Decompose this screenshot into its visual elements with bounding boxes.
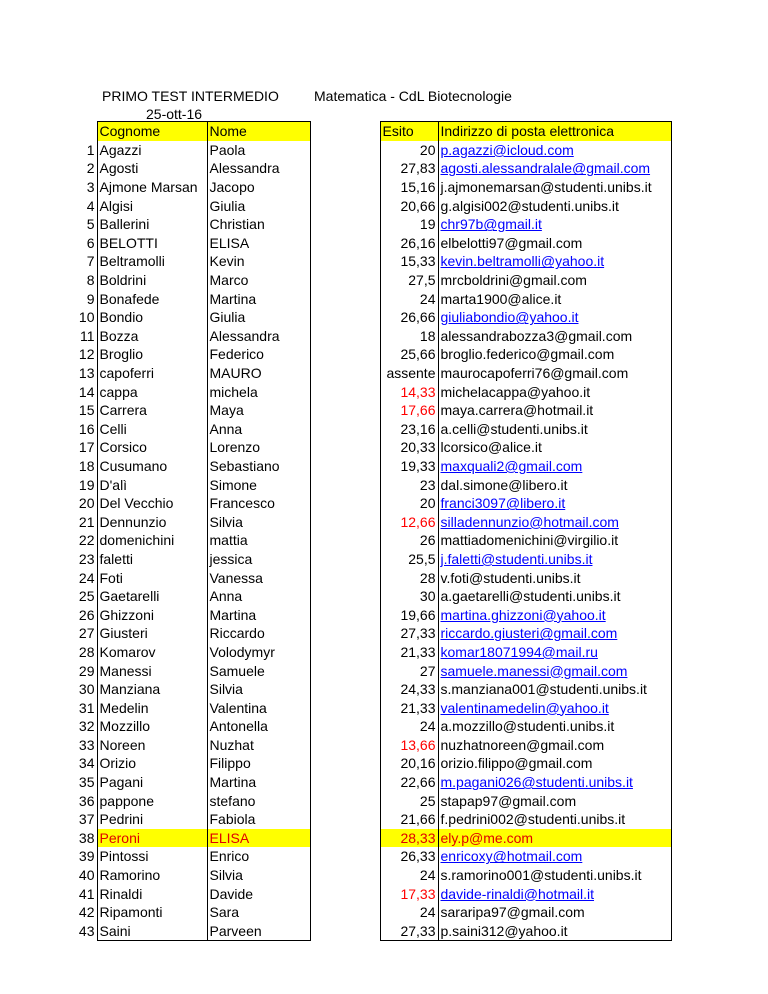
table-row [72,289,671,308]
row-number: 17 [72,438,97,457]
esito-cell: 15,16 [380,178,438,197]
row-number: 28 [72,643,97,662]
email-cell: dal.simone@libero.it [438,475,671,494]
email-cell: g.algisi002@studenti.unibs.it [438,196,671,215]
esito-cell: 26,66 [380,308,438,327]
row-number: 8 [72,271,97,290]
email-cell[interactable]: samuele.manessi@gmail.com [438,661,671,680]
email-cell[interactable]: valentinamedelin@yahoo.it [438,698,671,717]
esito-cell: 24 [380,717,438,736]
table-row [72,550,671,569]
row-number: 38 [72,829,97,848]
surname-cell: cappa [97,382,207,401]
table-row [72,159,671,178]
esito-cell: 24 [380,289,438,308]
surname-cell: Beltramolli [97,252,207,271]
name-cell: Kevin [207,252,310,271]
name-cell: Lorenzo [207,438,310,457]
email-cell: a.mozzillo@studenti.unibs.it [438,717,671,736]
row-number: 3 [72,178,97,197]
table-row [72,847,671,866]
row-number: 16 [72,420,97,439]
esito-cell: 24 [380,903,438,922]
row-number: 12 [72,345,97,364]
surname-cell: Bozza [97,327,207,346]
email-cell[interactable]: enricoxy@hotmail.com [438,847,671,866]
email-cell: s.ramorino001@studenti.unibs.it [438,866,671,885]
esito-cell: 28 [380,568,438,587]
row-number: 20 [72,494,97,513]
email-cell[interactable]: silladennunzio@hotmail.com [438,512,671,531]
table-row [72,252,671,271]
esito-cell: 19 [380,215,438,234]
row-number: 32 [72,717,97,736]
name-cell: Giulia [207,308,310,327]
name-cell: Martina [207,773,310,792]
esito-cell: 23,16 [380,420,438,439]
email-cell: s.manziana001@studenti.unibs.it [438,680,671,699]
surname-cell: Rinaldi [97,884,207,903]
surname-cell: Bonafede [97,289,207,308]
row-number: 39 [72,847,97,866]
name-cell: Anna [207,420,310,439]
surname-cell: Manessi [97,661,207,680]
email-cell: marta1900@alice.it [438,289,671,308]
name-cell: Valentina [207,698,310,717]
table-row [72,531,671,550]
table-row [72,327,671,346]
table-row [72,624,671,643]
email-cell[interactable]: kevin.beltramolli@yahoo.it [438,252,671,271]
email-cell: michelacappa@yahoo.it [438,382,671,401]
header-row [72,122,671,141]
surname-cell: Dennunzio [97,512,207,531]
surname-cell: Cusumano [97,457,207,476]
esito-cell: 12,66 [380,512,438,531]
email-cell: mrcboldrini@gmail.com [438,271,671,290]
row-number: 2 [72,159,97,178]
name-cell: MAURO [207,364,310,383]
name-cell: ELISA [207,829,310,848]
email-cell: elbelotti97@gmail.com [438,234,671,253]
table-row [72,364,671,383]
esito-cell: 15,33 [380,252,438,271]
name-cell: Silvia [207,512,310,531]
row-number: 27 [72,624,97,643]
esito-cell: 21,66 [380,810,438,829]
row-number: 19 [72,475,97,494]
row-number: 34 [72,754,97,773]
surname-cell: Pagani [97,773,207,792]
surname-cell: Saini [97,922,207,941]
surname-cell: Algisi [97,196,207,215]
surname-cell: Pedrini [97,810,207,829]
surname-cell: Bondio [97,308,207,327]
row-number: 40 [72,866,97,885]
surname-cell: Celli [97,420,207,439]
table-row [72,457,671,476]
esito-cell: 24,33 [380,680,438,699]
surname-cell: Ripamonti [97,903,207,922]
table-row [72,736,671,755]
row-number: 22 [72,531,97,550]
row-number: 43 [72,922,97,941]
name-cell: Martina [207,605,310,624]
row-number: 42 [72,903,97,922]
esito-cell: 23 [380,475,438,494]
row-number: 5 [72,215,97,234]
esito-cell: 28,33 [380,829,438,848]
surname-cell: Medelin [97,698,207,717]
email-cell: v.foti@studenti.unibs.it [438,568,671,587]
esito-cell: 14,33 [380,382,438,401]
surname-cell: Broglio [97,345,207,364]
email-cell: orizio.filippo@gmail.com [438,754,671,773]
esito-cell: 22,66 [380,773,438,792]
name-cell: ELISA [207,234,310,253]
surname-cell: Agosti [97,159,207,178]
header-esito: Esito [380,122,438,141]
esito-cell: 21,33 [380,643,438,662]
esito-cell: 27,83 [380,159,438,178]
table-row [72,420,671,439]
email-cell[interactable]: p.agazzi@icloud.com [438,141,671,160]
table-row [72,810,671,829]
table-row [72,661,671,680]
row-number: 9 [72,289,97,308]
table-row [72,234,671,253]
surname-cell: Agazzi [97,141,207,160]
name-cell: Filippo [207,754,310,773]
esito-cell: 24 [380,866,438,885]
table-row [72,438,671,457]
surname-cell: Carrera [97,401,207,420]
row-number: 35 [72,773,97,792]
email-cell[interactable]: agosti.alessandralale@gmail.com [438,159,671,178]
name-cell: Fabiola [207,810,310,829]
email-cell: lcorsico@alice.it [438,438,671,457]
name-cell: Enrico [207,847,310,866]
esito-cell: 26,33 [380,847,438,866]
name-cell: Sebastiano [207,457,310,476]
table-row [72,643,671,662]
table-row [72,605,671,624]
name-cell: Parveen [207,922,310,941]
header-name: Nome [207,122,310,141]
name-cell: Samuele [207,661,310,680]
table-row [72,568,671,587]
row-number: 15 [72,401,97,420]
esito-cell: 17,66 [380,401,438,420]
name-cell: Anna [207,587,310,606]
email-cell: maya.carrera@hotmail.it [438,401,671,420]
table-row [72,382,671,401]
table-row [72,903,671,922]
row-number: 7 [72,252,97,271]
row-number: 21 [72,512,97,531]
esito-cell: assente [380,364,438,383]
row-number: 6 [72,234,97,253]
esito-cell: 21,33 [380,698,438,717]
name-cell: Alessandra [207,159,310,178]
name-cell: Martina [207,289,310,308]
surname-cell: Ramorino [97,866,207,885]
name-cell: Christian [207,215,310,234]
email-cell[interactable]: m.pagani026@studenti.unibs.it [438,773,671,792]
name-cell: Federico [207,345,310,364]
table-row [72,345,671,364]
email-cell[interactable]: riccardo.giusteri@gmail.com [438,624,671,643]
table-row [72,308,671,327]
header-surname: Cognome [97,122,207,141]
surname-cell: BELOTTI [97,234,207,253]
name-cell: Marco [207,271,310,290]
email-cell[interactable]: davide-rinaldi@hotmail.it [438,884,671,903]
surname-cell: Pintossi [97,847,207,866]
header-email: Indirizzo di posta elettronica [438,122,671,141]
email-cell: mattiadomenichini@virgilio.it [438,531,671,550]
esito-cell: 30 [380,587,438,606]
surname-cell: domenichini [97,531,207,550]
esito-cell: 27 [380,661,438,680]
table-row [72,494,671,513]
name-cell: mattia [207,531,310,550]
table-row [72,141,671,160]
name-cell: Simone [207,475,310,494]
table-row [72,587,671,606]
row-number: 10 [72,308,97,327]
esito-cell: 27,33 [380,624,438,643]
name-cell: Riccardo [207,624,310,643]
esito-cell: 26,16 [380,234,438,253]
esito-cell: 27,33 [380,922,438,941]
surname-cell: Komarov [97,643,207,662]
table-row [72,866,671,885]
row-number: 31 [72,698,97,717]
row-number: 36 [72,791,97,810]
table-row [72,791,671,810]
email-cell: maurocapoferri76@gmail.com [438,364,671,383]
email-cell[interactable]: giuliabondio@yahoo.it [438,308,671,327]
table-row [72,512,671,531]
esito-cell: 20 [380,141,438,160]
esito-cell: 19,66 [380,605,438,624]
esito-cell: 19,33 [380,457,438,476]
name-cell: michela [207,382,310,401]
course-title: Matematica - CdL Biotecnologie [314,88,512,104]
row-number: 18 [72,457,97,476]
email-cell: stapap97@gmail.com [438,791,671,810]
surname-cell: Mozzillo [97,717,207,736]
name-cell: jessica [207,550,310,569]
surname-cell: Noreen [97,736,207,755]
name-cell: Sara [207,903,310,922]
name-cell: stefano [207,791,310,810]
email-cell: j.ajmonemarsan@studenti.unibs.it [438,178,671,197]
table-row [72,922,671,941]
name-cell: Vanessa [207,568,310,587]
name-cell: Francesco [207,494,310,513]
row-number: 24 [72,568,97,587]
esito-cell: 26 [380,531,438,550]
sheet-title: PRIMO TEST INTERMEDIO [102,88,279,104]
row-number: 1 [72,141,97,160]
table-row [72,829,671,848]
esito-cell: 13,66 [380,736,438,755]
email-cell[interactable]: franci3097@libero.it [438,494,671,513]
table-row [72,196,671,215]
email-cell: broglio.federico@gmail.com [438,345,671,364]
table-row [72,178,671,197]
table-row [72,884,671,903]
surname-cell: Ghizzoni [97,605,207,624]
email-cell: ely.p@me.com [438,829,671,848]
email-cell[interactable]: maxquali2@gmail.com [438,457,671,476]
surname-cell: Manziana [97,680,207,699]
name-cell: Silvia [207,866,310,885]
table-row [72,680,671,699]
row-number: 33 [72,736,97,755]
test-date: 25-ott-16 [146,106,203,122]
row-number: 23 [72,550,97,569]
name-cell: Volodymyr [207,643,310,662]
surname-cell: Foti [97,568,207,587]
esito-cell: 17,33 [380,884,438,903]
email-cell: nuzhatnoreen@gmail.com [438,736,671,755]
name-cell: Maya [207,401,310,420]
name-cell: Alessandra [207,327,310,346]
name-cell: Giulia [207,196,310,215]
surname-cell: Gaetarelli [97,587,207,606]
table-row [72,271,671,290]
email-cell: a.gaetarelli@studenti.unibs.it [438,587,671,606]
row-number: 11 [72,327,97,346]
row-number: 13 [72,364,97,383]
email-cell[interactable]: j.faletti@studenti.unibs.it [438,550,671,569]
row-number: 25 [72,587,97,606]
surname-cell: pappone [97,791,207,810]
row-number: 30 [72,680,97,699]
email-cell[interactable]: komar18071994@mail.ru [438,643,671,662]
row-number: 14 [72,382,97,401]
row-number: 26 [72,605,97,624]
esito-cell: 25,5 [380,550,438,569]
email-cell[interactable]: chr97b@gmail.it [438,215,671,234]
surname-cell: Del Vecchio [97,494,207,513]
esito-cell: 20,33 [380,438,438,457]
surname-cell: Boldrini [97,271,207,290]
surname-cell: Giusteri [97,624,207,643]
name-cell: Jacopo [207,178,310,197]
row-number: 4 [72,196,97,215]
email-cell: p.saini312@yahoo.it [438,922,671,941]
row-number: 41 [72,884,97,903]
esito-cell: 27,5 [380,271,438,290]
email-cell[interactable]: martina.ghizzoni@yahoo.it [438,605,671,624]
name-cell: Nuzhat [207,736,310,755]
surname-cell: D'alì [97,475,207,494]
esito-cell: 25 [380,791,438,810]
table-row [72,475,671,494]
name-cell: Paola [207,141,310,160]
esito-cell: 20,66 [380,196,438,215]
table-row [72,754,671,773]
esito-cell: 20,16 [380,754,438,773]
surname-cell: faletti [97,550,207,569]
table-row [72,401,671,420]
name-cell: Davide [207,884,310,903]
email-cell: f.pedrini002@studenti.unibs.it [438,810,671,829]
surname-cell: Corsico [97,438,207,457]
surname-cell: Peroni [97,829,207,848]
esito-cell: 25,66 [380,345,438,364]
surname-cell: Ajmone Marsan [97,178,207,197]
surname-cell: Orizio [97,754,207,773]
name-cell: Silvia [207,680,310,699]
row-number: 37 [72,810,97,829]
table-row [72,698,671,717]
esito-cell: 18 [380,327,438,346]
table-row [72,215,671,234]
email-cell: alessandrabozza3@gmail.com [438,327,671,346]
surname-cell: Ballerini [97,215,207,234]
surname-cell: capoferri [97,364,207,383]
email-cell: sararipa97@gmail.com [438,903,671,922]
name-cell: Antonella [207,717,310,736]
table-row [72,773,671,792]
results-table [72,121,672,941]
esito-cell: 20 [380,494,438,513]
table-row [72,717,671,736]
row-number: 29 [72,661,97,680]
email-cell: a.celli@studenti.unibs.it [438,420,671,439]
